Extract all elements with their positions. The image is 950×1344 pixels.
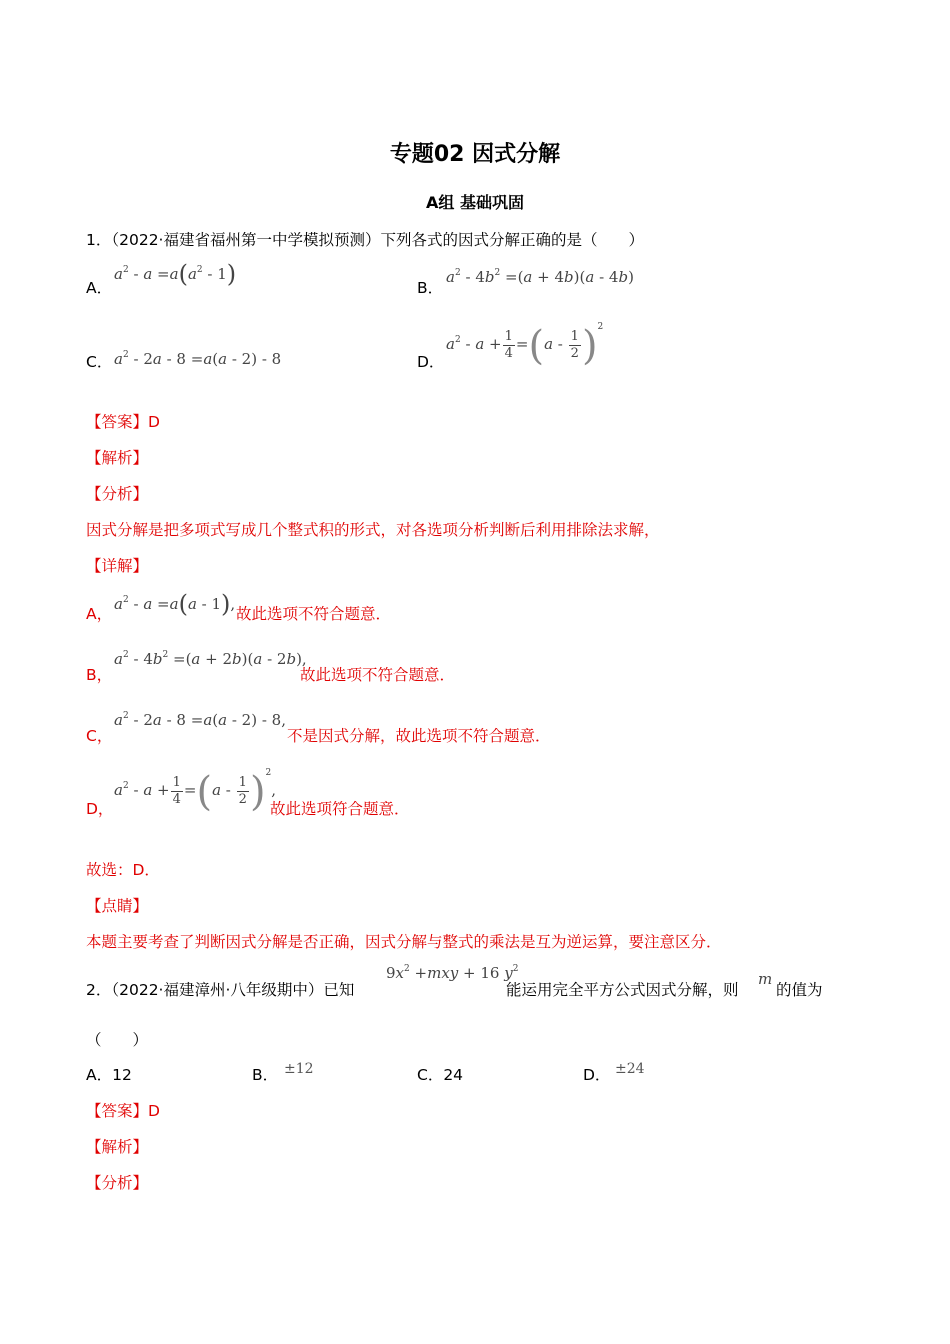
option-label: B． [417, 279, 444, 297]
q1-xiangjie-label: 【详解】 [86, 557, 149, 575]
q1-option-b-formula: $a^2 - 4b^2 =(a + 4b)(a - 4b)$ [446, 268, 634, 286]
q2-option-d [583, 1063, 610, 1085]
q1-option-c [86, 350, 112, 372]
q2-answer: 【答案】D [86, 1102, 160, 1120]
option-label: B． [252, 1066, 279, 1084]
q1-answer: 【答案】D [86, 413, 160, 431]
q2-option-a: A．12 [86, 1066, 132, 1084]
q2-var-m: m [758, 970, 773, 988]
detail-prefix: D， [86, 800, 114, 818]
q1-option-b [417, 276, 443, 298]
q1-fenxi-label: 【分析】 [86, 485, 149, 503]
q1-option-c-formula: $a^2 - 2a - 8 =a(a - 2) - 8$ [114, 350, 282, 368]
page-title: 专题02 因式分解 [389, 142, 561, 167]
section-heading: A组 基础巩固 [426, 193, 524, 212]
q1-detail-c-formula: $a^2 - 2a - 8 =a(a - 2) - 8$, [114, 711, 286, 729]
q2-option-d-value: ±24 [615, 1061, 645, 1077]
q1-detail-a-formula: $a^2 - a =a(a - 1)$, [114, 590, 236, 618]
q1-comment: 本题主要考查了判断因式分解是否正确，因式分解与整式的乘法是互为逆运算，要注意区分． [86, 933, 722, 951]
detail-prefix: A， [86, 605, 113, 623]
question-2-stem-middle: 能运用完全平方公式因式分解，则 [506, 981, 739, 999]
q1-option-a-formula: $a^2 - a =a(a^2 - 1)$ [114, 260, 237, 288]
option-label: A． [86, 279, 113, 297]
q1-detail-b-formula: $a^2 - 4b^2 =(a + 2b)(a - 2b)$, [114, 650, 307, 668]
q1-option-d-formula: $a^2$ - a + $\frac{1}{4}$ =(a - $\frac{1}{2}$ )$^2$ [446, 322, 604, 369]
option-label: D． [583, 1066, 611, 1084]
q1-dianjing-label: 【点睛】 [86, 897, 149, 915]
q1-detail-a-text: 故此选项不符合题意． [236, 605, 392, 623]
option-label: D． [417, 353, 445, 371]
q2-jiexi-label: 【解析】 [86, 1138, 149, 1156]
q2-option-c: C．24 [417, 1066, 464, 1084]
q1-detail-c [86, 724, 112, 746]
q1-detail-b-text: 故此选项不符合题意． [300, 666, 456, 684]
q1-detail-d [86, 797, 113, 819]
q1-analysis-text: 因式分解是把多项式写成几个整式积的形式，对各选项分析判断后利用排除法求解， [86, 521, 660, 539]
q1-detail-d-text: 故此选项符合题意． [270, 800, 410, 818]
question-2-stem-prefix: 2．（2022·福建漳州·八年级期中）已知 [86, 981, 355, 999]
detail-prefix: C， [86, 727, 113, 745]
q1-option-d [417, 350, 444, 372]
q1-jiexi-label: 【解析】 [86, 449, 149, 467]
question-2-stem-suffix: 的值为 [776, 981, 823, 999]
q1-detail-b [86, 663, 112, 685]
q1-choice: 故选：D． [86, 861, 160, 879]
q2-option-b-value: ±12 [284, 1061, 314, 1077]
q2-option-b [252, 1063, 278, 1085]
q1-detail-a [86, 602, 112, 624]
detail-prefix: B， [86, 666, 113, 684]
q2-fenxi-label: 【分析】 [86, 1174, 149, 1192]
option-label: C． [86, 353, 113, 371]
q1-detail-c-text: 不是因式分解，故此选项不符合题意． [287, 727, 551, 745]
q2-blank: （ ） [86, 1031, 149, 1049]
q2-expression: $9x^2 +mxy + 16$ $y^2$ [386, 964, 519, 982]
q1-option-a [86, 276, 112, 298]
q1-detail-d-formula: $a^2$ - a + $\frac{1}{4}$ =(a - $\frac{1}{2}$ )$^2$, [114, 768, 277, 815]
question-1-stem: 1．（2022·福建省福州第一中学模拟预测）下列各式的因式分解正确的是（ ） [86, 231, 644, 249]
